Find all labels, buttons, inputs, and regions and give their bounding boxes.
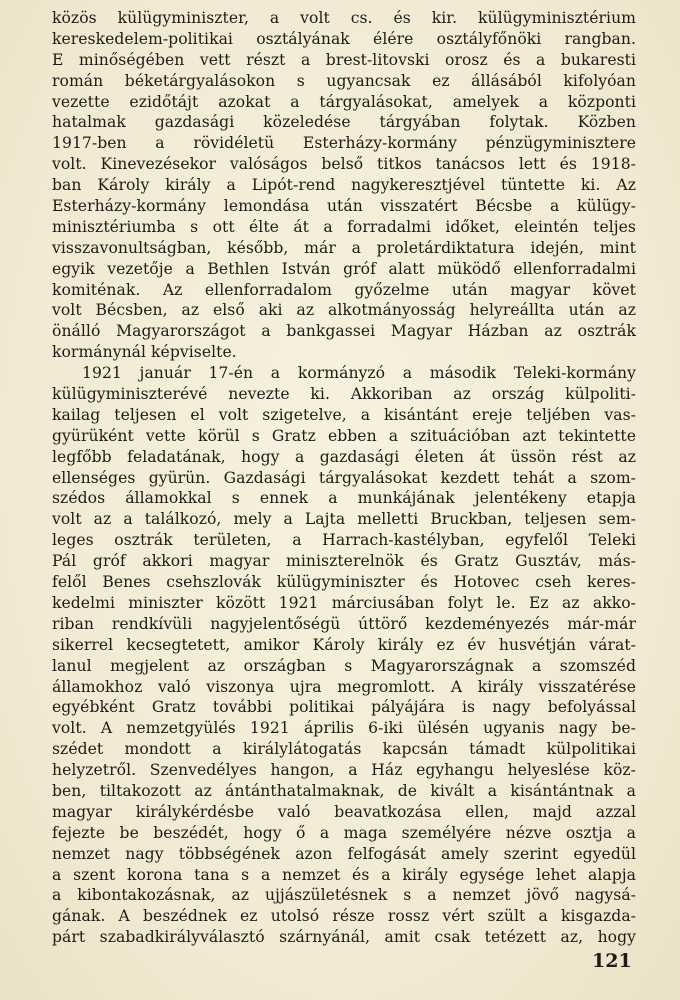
text-line: nemzet nagy többségének azon felfogását amely szerint egyedül: [52, 844, 636, 863]
text-line: E minőségében vett részt a brest-litovski orosz és a bukaresti: [52, 50, 636, 69]
text-line: kereskedelem-politikai osztályának élére osztályfőnöki rangban.: [52, 29, 636, 48]
page-number: 121: [592, 950, 632, 972]
text-line: ben, tiltakozott az ántánthatalmaknak, de kivált a kisántántnak a: [52, 781, 636, 800]
text-line: ellenséges gyürün. Gazdasági tárgyalásokat kezdett tehát a szom-: [52, 468, 636, 487]
text-line: önálló Magyarországot a bankgassei Magyar Házban az osztrák: [52, 322, 636, 341]
text-line: szédet mondott a királylátogatás kapcsán támadt külpolitikai: [52, 740, 636, 759]
text-line: kedelmi miniszter között 1921 márciusában folyt le. Ez az akko-: [52, 593, 636, 612]
text-line: párt szabadkirályválasztó szárnyánál, amit csak tetézett az, hogy: [52, 928, 636, 947]
text-line: visszavonultságban, később, már a proletárdiktatura idején, mint: [52, 238, 636, 257]
text-line: Esterházy-kormány lemondása után visszatért Bécsbe a külügy-: [52, 197, 636, 216]
text-line: közös külügyminiszter, a volt cs. és kir. külügyminisztérium: [52, 9, 636, 27]
text-line: legfőbb feladatának, hogy a gazdasági életen át üssön rést az: [52, 447, 636, 466]
text-line: minisztériumba s ott élte át a forradalmi időket, eleintén teljes: [52, 217, 636, 236]
text-line: a kibontakozásnak, az ujjászületésnek s a nemzet jövő nagysá-: [52, 886, 636, 905]
text-line: volt Bécsben, az első aki az alkotmányosság helyreállta után az: [52, 301, 636, 320]
text-line: fejezte be beszédét, hogy ő a maga személyére nézve osztja a: [52, 823, 636, 842]
text-line: gának. A beszédnek ez utolsó része rossz vért szült a kisgazda-: [52, 907, 636, 926]
text-line: gyürüként vette körül s Gratz ebben a szituációban azt tekintette: [52, 426, 636, 445]
text-line: kormánynál képviselte.: [52, 343, 237, 362]
text-line: volt. Kinevezésekor valóságos belső titkos tanácsos lett és 1918-: [52, 155, 636, 174]
text-line: volt. A nemzetgyülés 1921 április 6-iki ülésén ugyanis nagy be-: [52, 719, 636, 738]
text-line: román béketárgyalásokon s ugyancsak ez állásából kifolyóan: [52, 71, 636, 90]
text-line: Pál gróf akkori magyar miniszterelnök és Gratz Gusztáv, más-: [52, 552, 636, 571]
text-line: sikerrel kecsegtetett, amikor Károly király ez év husvétján várat-: [52, 635, 636, 654]
text-line: államokhoz való viszonya ujra megromlott. A király visszatérése: [52, 677, 636, 696]
text-line: hatalmak gazdasági közeledése tárgyában folytak. Közben: [52, 113, 636, 132]
text-line: komiténak. Az ellenforradalom győzelme után magyar követ: [52, 280, 636, 299]
text-line: volt az a találkozó, mely a Lajta melletti Bruckban, teljesen sem-: [52, 510, 636, 529]
text-line: lanul megjelent az országban s Magyarországnak a szomszéd: [52, 656, 636, 675]
text-line: egyik vezetője a Bethlen István gróf alatt müködő ellenforradalmi: [52, 259, 636, 278]
text-line: leges osztrák területen, a Harrach-kastélyban, egyfelől Teleki: [52, 531, 636, 550]
text-line: 1921 január 17-én a kormányzó a második Teleki-kormány: [82, 364, 636, 383]
text-line: 1917-ben a rövidéletü Esterházy-kormány pénzügyminisztere: [52, 134, 636, 153]
text-line: külügyminiszterévé nevezte ki. Akkoriban az ország külpoliti-: [52, 385, 636, 404]
text-line: magyar királykérdésbe való beavatkozása ellen, majd azzal: [52, 802, 636, 821]
text-line: szédos államokkal s ennek a munkájának jelentékeny etapja: [52, 489, 636, 508]
text-line: helyzetről. Szenvedélyes hangon, a Ház egyhangu helyeslése köz-: [52, 761, 636, 780]
text-line: a szent korona tana s a nemzet és a király egysége lehet alapja: [52, 865, 636, 884]
text-line: felől Benes csehszlovák külügyminiszter és Hotovec cseh keres-: [52, 573, 636, 592]
text-line: kailag teljesen el volt szigetelve, a kisántánt ereje teljében vas-: [52, 405, 636, 424]
body-text: [52, 8, 636, 948]
text-line: ban Károly király a Lipót-rend nagykeresztjével tüntette ki. Az: [52, 176, 636, 195]
text-line: egyébként Gratz további politikai pályájára is nagy befolyással: [52, 698, 636, 717]
text-line: vezette ezidőtájt azokat a tárgyalásokat, amelyek a központi: [52, 92, 636, 111]
text-line: riban rendkívüli nagyjelentőségü úttörő kezdeményezés már-már: [52, 614, 636, 633]
